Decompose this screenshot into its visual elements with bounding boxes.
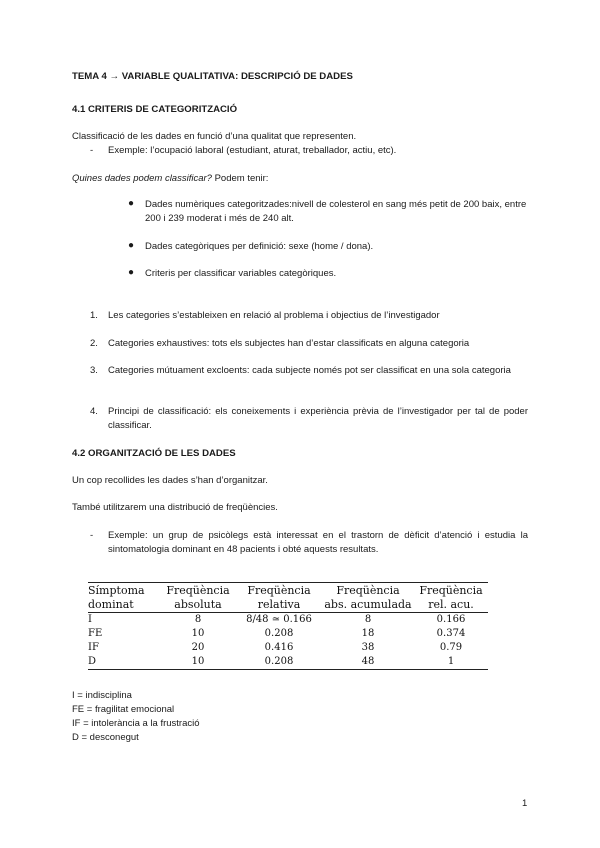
bullet-item: Dades numèriques categoritzades:nivell de colesterol en sang més petit de 200 baix, entre 200 i 239 moderat i més de 240 alt. bbox=[145, 199, 527, 224]
table-header-row bbox=[88, 598, 488, 613]
table-cell: FE bbox=[88, 628, 103, 639]
section-1-question bbox=[72, 172, 268, 186]
table-row bbox=[88, 655, 488, 670]
table-cell: 48 bbox=[322, 655, 414, 670]
table-cell: 38 bbox=[361, 642, 375, 653]
legend-item: D = desconegut bbox=[72, 732, 139, 743]
numbered-item: Categories exhaustives: tots els subjectes han d’estar classificats en alguna categoria bbox=[108, 338, 470, 349]
section-2-example: Exemple: un grup de psicòlegs està interessat en el trastorn de dèficit d’atenció i estudia la sintomatologia dominant en 48 pacients i obté aquests resultats. bbox=[108, 530, 528, 555]
section-1-intro: Classificació de les dades en funció d’una qualitat que representen. bbox=[72, 131, 357, 142]
bullet-marker: ● bbox=[128, 267, 135, 278]
table-cell: 0.416 bbox=[264, 642, 294, 653]
list-number: 1. bbox=[90, 310, 98, 321]
table-cell: 0.79 bbox=[439, 642, 463, 653]
table-cell: 20 bbox=[191, 642, 205, 653]
header-cell: relativa bbox=[236, 598, 322, 613]
table-cell: 8/48 ≃ 0.166 bbox=[246, 614, 312, 625]
table-cell: 8 bbox=[194, 614, 202, 625]
table-row bbox=[88, 627, 488, 641]
table-cell: 0.374 bbox=[436, 628, 466, 639]
table-cell: 10 bbox=[160, 655, 236, 670]
table-cell: 8 bbox=[364, 614, 372, 625]
numbered-item: Categories mútuament excloents: cada subjecte només pot ser classificat en una sola categoria bbox=[108, 365, 511, 376]
legend-item: FE = fragilitat emocional bbox=[72, 704, 175, 715]
header-cell: Freqüència bbox=[160, 583, 236, 599]
header-cell: Freqüència bbox=[414, 583, 488, 599]
header-cell: Freqüència bbox=[322, 583, 414, 599]
table-cell: 0.208 bbox=[264, 628, 294, 639]
header-cell: dominat bbox=[88, 598, 160, 613]
document-heading: TEMA 4 → VARIABLE QUALITATIVA: DESCRIPCIÓ DE DADES bbox=[72, 71, 353, 82]
question-rest: Podem tenir: bbox=[211, 173, 269, 184]
legend bbox=[72, 689, 200, 745]
table-cell: 1 bbox=[414, 655, 488, 670]
header-cell: rel. acu. bbox=[414, 598, 488, 613]
list-number: 3. bbox=[90, 365, 98, 376]
section-1-example: Exemple: l’ocupació laboral (estudiant, aturat, treballador, actiu, etc). bbox=[108, 145, 397, 156]
header-cell: Freqüència bbox=[236, 583, 322, 599]
numbered-item: Principi de classificació: els coneixements i experiència prèvia de l’investigador per tal de poder classificar. bbox=[108, 406, 528, 431]
frequency-table bbox=[88, 582, 488, 670]
question-italic: Quines dades podem classificar? bbox=[72, 173, 212, 184]
table-row bbox=[88, 641, 488, 655]
legend-item: IF = intolerància a la frustració bbox=[72, 718, 200, 729]
table-cell: 0.208 bbox=[236, 655, 322, 670]
list-number: 2. bbox=[90, 338, 98, 349]
table-cell: I bbox=[88, 614, 92, 625]
bullet-marker: ● bbox=[128, 240, 135, 251]
numbered-item: Les categories s’estableixen en relació al problema i objectius de l’investigador bbox=[108, 310, 440, 321]
section-2-p2: També utilitzarem una distribució de freqüències. bbox=[72, 502, 278, 513]
section-2-title: 4.2 ORGANITZACIÓ DE LES DADES bbox=[72, 448, 236, 459]
bullet-item: Criteris per classificar variables categòriques. bbox=[145, 268, 337, 279]
table-cell: D bbox=[88, 655, 160, 670]
table-cell: 0.166 bbox=[436, 614, 466, 625]
table-cell: IF bbox=[88, 642, 99, 653]
header-cell: absoluta bbox=[160, 598, 236, 613]
page-number: 1 bbox=[522, 798, 528, 809]
bullet-item: Dades categòriques per definició: sexe (home / dona). bbox=[145, 241, 374, 252]
header-cell: abs. acumulada bbox=[322, 598, 414, 613]
table-row bbox=[88, 613, 488, 628]
table-cell: 10 bbox=[191, 628, 205, 639]
legend-item: I = indisciplina bbox=[72, 690, 132, 701]
list-number: 4. bbox=[90, 406, 98, 417]
table-cell: 18 bbox=[361, 628, 375, 639]
dash-marker: - bbox=[90, 530, 94, 541]
dash-marker: - bbox=[90, 145, 94, 156]
section-1-title: 4.1 CRITERIS DE CATEGORITZACIÓ bbox=[72, 104, 238, 115]
table-header-row bbox=[88, 583, 488, 599]
section-2-p1: Un cop recollides les dades s’han d’organitzar. bbox=[72, 475, 268, 486]
bullet-marker: ● bbox=[128, 198, 135, 209]
header-cell: Símptoma bbox=[88, 583, 160, 599]
